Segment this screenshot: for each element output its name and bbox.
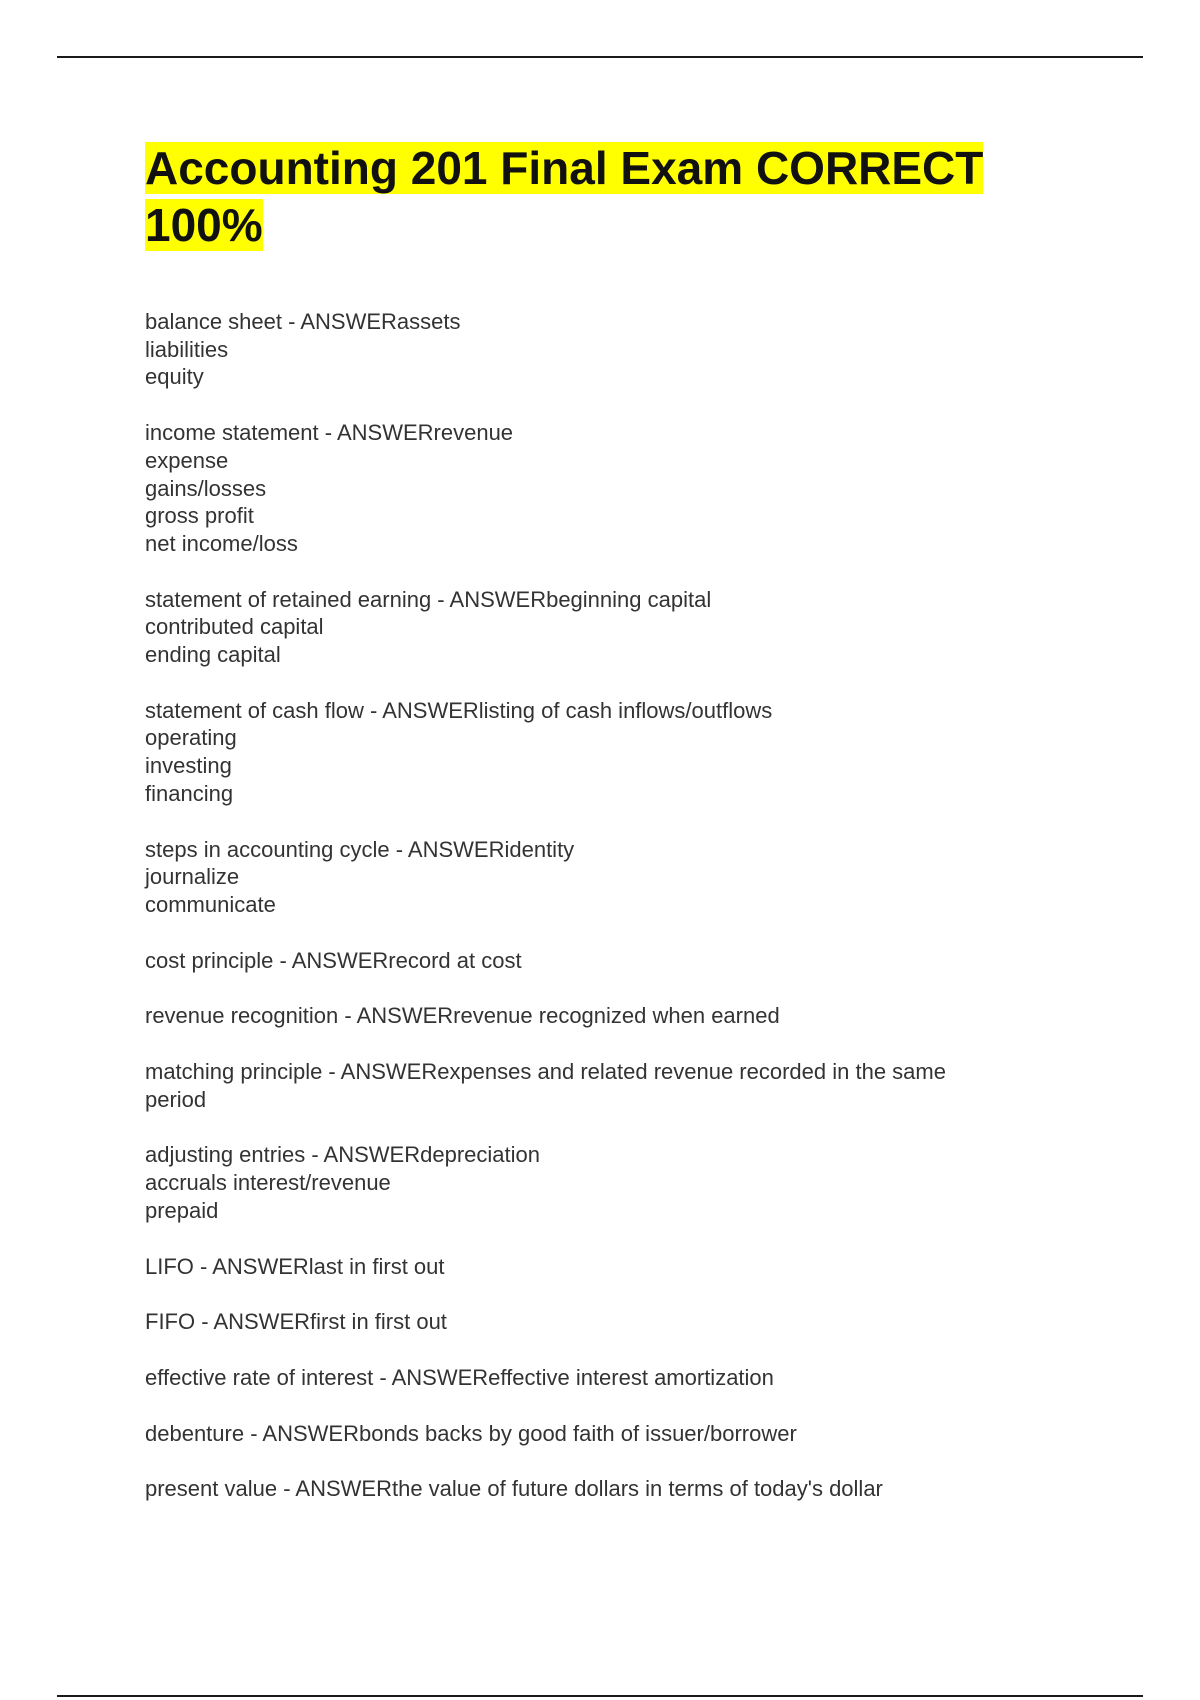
qa-entry xyxy=(145,1058,1045,1113)
qa-entry-answer-line: communicate xyxy=(145,891,276,917)
document-title xyxy=(145,140,1045,254)
qa-entry-answer-line: accruals interest/revenue xyxy=(145,1170,391,1196)
qa-entry-answer-line: equity xyxy=(145,364,204,390)
qa-entry-answer-line: expense xyxy=(145,447,229,473)
qa-entry-question-line: balance sheet - ANSWERassets xyxy=(145,309,461,334)
footer-rule xyxy=(57,1695,1143,1697)
qa-entry-answer-line: investing xyxy=(145,753,232,779)
qa-entry-question-line: steps in accounting cycle - ANSWERidentity xyxy=(145,836,575,862)
qa-entry xyxy=(145,697,1045,808)
qa-entry xyxy=(145,1364,1045,1392)
qa-entry-question-line: present value - ANSWERthe value of future dollars in terms of today's dollar xyxy=(145,1476,883,1502)
qa-entry xyxy=(145,1308,1045,1336)
qa-entry-question-line: debenture - ANSWERbonds backs by good faith of issuer/borrower xyxy=(145,1420,797,1446)
qa-entry-question-line: matching principle - ANSWERexpenses and related revenue recorded in the same xyxy=(145,1059,946,1085)
qa-entry-question-line: income statement - ANSWERrevenue xyxy=(145,420,514,446)
qa-entry-question-line: adjusting entries - ANSWERdepreciation xyxy=(145,1142,540,1168)
qa-entry xyxy=(145,1420,1045,1448)
header-rule xyxy=(57,56,1143,58)
qa-entry xyxy=(145,947,1045,975)
qa-entry xyxy=(145,836,1045,919)
qa-entry xyxy=(145,1002,1045,1030)
qa-entry-answer-line: operating xyxy=(145,725,237,751)
qa-entry-answer-line: period xyxy=(145,1086,207,1112)
qa-entry xyxy=(145,1475,1045,1503)
document-title-text: Accounting 201 Final Exam CORRECT 100% xyxy=(145,142,984,251)
qa-entry-answer-line: ending capital xyxy=(145,642,281,668)
qa-entry-question-line: revenue recognition - ANSWERrevenue recognized when earned xyxy=(145,1003,780,1029)
qa-entry-question-line: statement of retained earning - ANSWERbeginning capital xyxy=(145,586,712,612)
qa-entry-answer-line: journalize xyxy=(145,864,240,890)
qa-list xyxy=(145,308,1045,1503)
qa-entry-question-line: FIFO - ANSWERfirst in first out xyxy=(145,1309,447,1335)
qa-entry-answer-line: gains/losses xyxy=(145,475,267,501)
document-body xyxy=(145,140,1045,1531)
qa-entry-answer-line: net income/loss xyxy=(145,530,298,556)
qa-entry-question-line: effective rate of interest - ANSWEReffective interest amortization xyxy=(145,1364,774,1390)
qa-entry-answer-line: contributed capital xyxy=(145,614,324,640)
qa-entry-answer-line: prepaid xyxy=(145,1197,219,1223)
qa-entry xyxy=(145,1253,1045,1281)
qa-entry xyxy=(145,419,1045,558)
qa-entry-question-line: cost principle - ANSWERrecord at cost xyxy=(145,947,522,973)
qa-entry-question-line: LIFO - ANSWERlast in first out xyxy=(145,1253,445,1279)
qa-entry-answer-line: liabilities xyxy=(145,336,229,362)
qa-entry-answer-line: financing xyxy=(145,780,234,806)
qa-entry xyxy=(145,1141,1045,1224)
qa-entry xyxy=(145,586,1045,669)
qa-entry xyxy=(145,308,1045,391)
qa-entry-answer-line: gross profit xyxy=(145,503,254,529)
qa-entry-question-line: statement of cash flow - ANSWERlisting of cash inflows/outflows xyxy=(145,697,773,723)
